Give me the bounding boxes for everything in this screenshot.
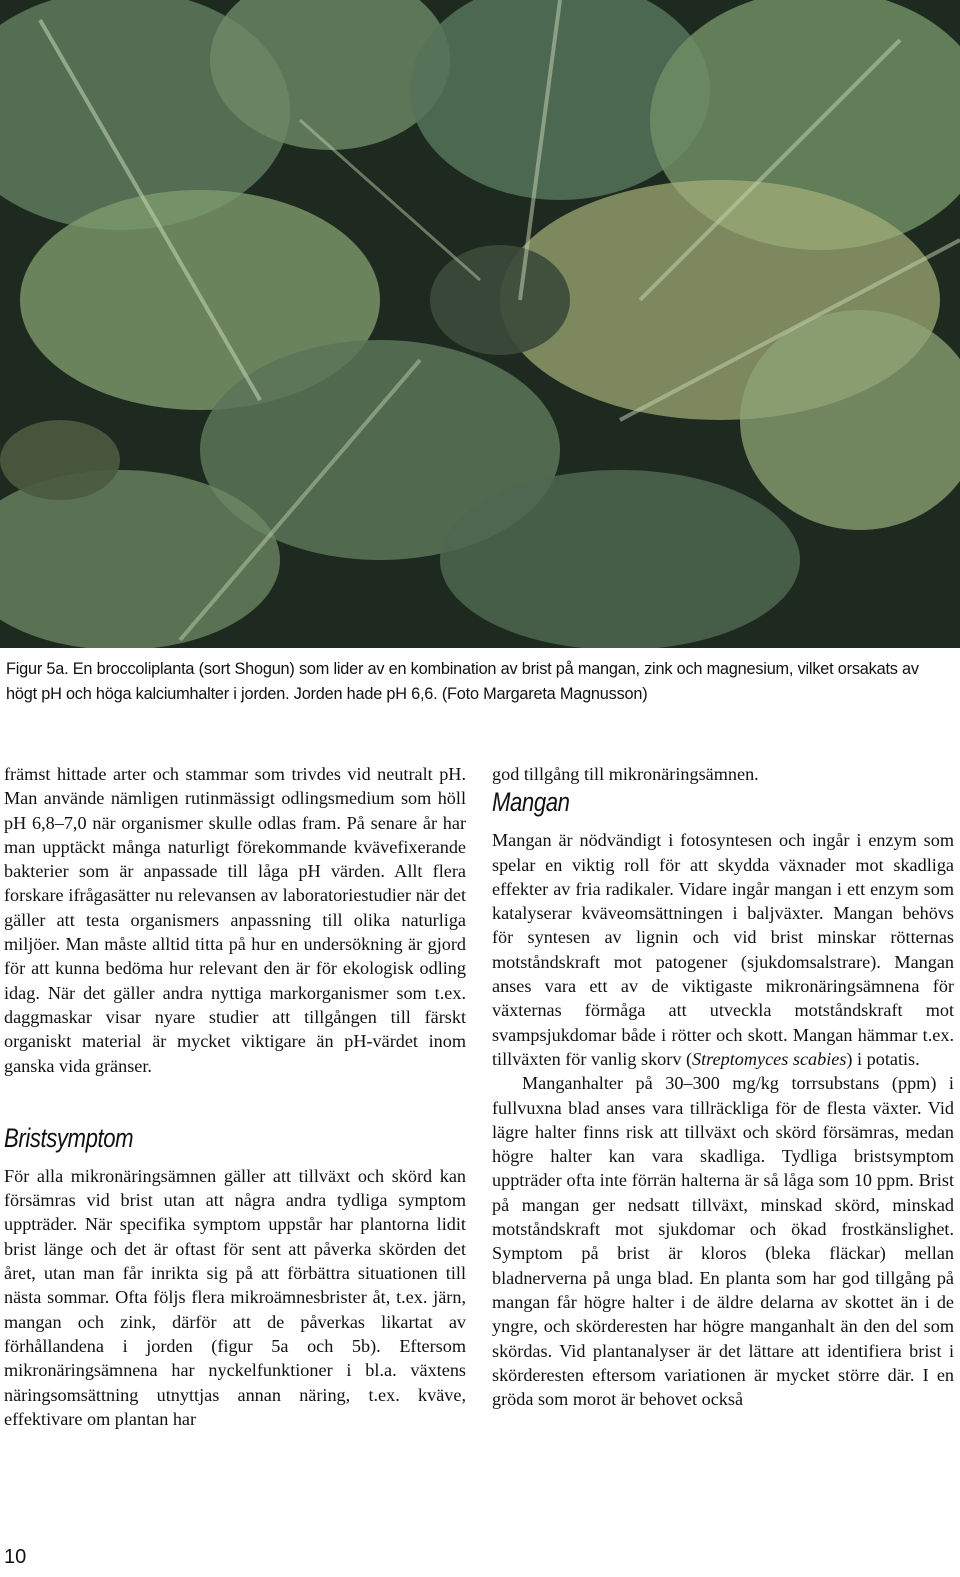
right-paragraph-2: Manganhalter på 30–300 mg/kg torrsubstans (ppm) i fullvuxna blad anses vara tillräckliga för de flesta växter. Vid lägre halter finns risk att tillväxt och skörd försämras, medan högre halter kan vara skadliga. Tydliga bristsymptom uppträder ofta inte förrän halterna är så låga som 10 ppm. Brist på mangan ger nedsatt tillväxt, minskad skörd, minskad motståndskraft mot sjukdomar och ökad frostkänslighet. Symptom på brist är kloros (bleka fläckar) mellan bladnerverna på unga blad. En planta som har god tillgång på mangan får högre halter i de äldre delarna av skottet än i de yngre, och skörderesten har högre manganhalt än den del som skördas. Vid plantanalyser är det lättare att identifiera brist i skörderesten eftersom variationen är mycket större där. I en gröda som morot är behovet också — [492, 1073, 954, 1410]
broccoli-photo — [0, 0, 960, 648]
left-paragraph-1: främst hittade arter och stammar som trivdes vid neutralt pH. Man använde nämligen rutinmässigt odlingsmedium som höll pH 6,8–7,0 när organismer skulle odlas fram. På senare år har man upptäckt många naturligt förekommande kvävefixerande bakterier som är anpassade till låga pH värden. Allt flera forskare ifrågasätter nu relevansen av laboratoriestudier när det gäller att testa organismers anpassning till olika naturliga miljöer. Man måste alltid titta på hur en undersökning är gjord för att kunna bedöma hur relevant den är för ekologisk odling idag. När det gäller andra nyttiga markorganismer som t.ex. daggmaskar visar nyare studier att tillgången till färskt organiskt material är mycket viktigare än pH-värdet inom ganska vida gränser. — [4, 764, 466, 1076]
species-name: Streptomyces scabies — [692, 1048, 847, 1069]
page-number: 10 — [4, 1546, 27, 1568]
left-column — [4, 762, 466, 1431]
left-paragraph-2: För alla mikronäringsämnen gäller att tillväxt och skörd kan försämras vid brist utan att några andra tydliga symptom uppträder. När specifika symptom uppstår har plantorna lidit brist länge och det är oftast för sent att påverka skörden det året, utan man får inrikta sig på att förbättra situationen till nästa sommar. Ofta följs flera mikroämnesbrister åt, t.ex. järn, mangan och zink, därför att de påverkas likartat av förhållandena i jorden (figur 5a och 5b). Eftersom mikronäringsämnena har nyckelfunktioner i bl.a. växtens näringsomsättning utnyttjas annan näring, t.ex. kväve, effektivare om plantan har — [4, 1165, 466, 1429]
right-paragraph-1 — [492, 828, 954, 1071]
right-paragraph-0: god tillgång till mikronäringsämnen. — [492, 764, 759, 784]
figure-caption: Figur 5a. En broccoliplanta (sort Shogun) som lider av en kombination av brist på mangan, zink och magnesium, vilket orsakats av högt pH och höga kalciumhalter i jorden. Jorden hade pH 6,6. (Foto Margareta Magnusson) — [6, 660, 919, 703]
right-paragraph-1-text-b: ) i potatis. — [846, 1048, 920, 1069]
heading-mangan: Mangan — [492, 787, 570, 818]
right-paragraph-1-text-a: Mangan är nödvändigt i fotosyntesen och ingår i enzym som spelar en viktig roll för att skydda växnader mot skadliga effekter av fria radikaler. Vidare ingår mangan i ett enzym som katalyserar kväveomsättningen i baljväxter. Mangan behövs för syntesen av lignin och vid brist minskar rötternas motståndskraft mot patogener (sjukdomsalstrare). Mangan anses vara ett av de viktigaste mikronäringsämnena för växternas förmåga att utveckla motståndskraft mot svampsjukdomar både i rötter och skott. Mangan hämmar t.ex. tillväxten för vanlig skorv ( — [492, 830, 954, 1069]
heading-bristsymptom: Bristsymptom — [4, 1122, 134, 1153]
broccoli-leaves-illustration — [0, 0, 960, 648]
right-column — [492, 762, 954, 1411]
